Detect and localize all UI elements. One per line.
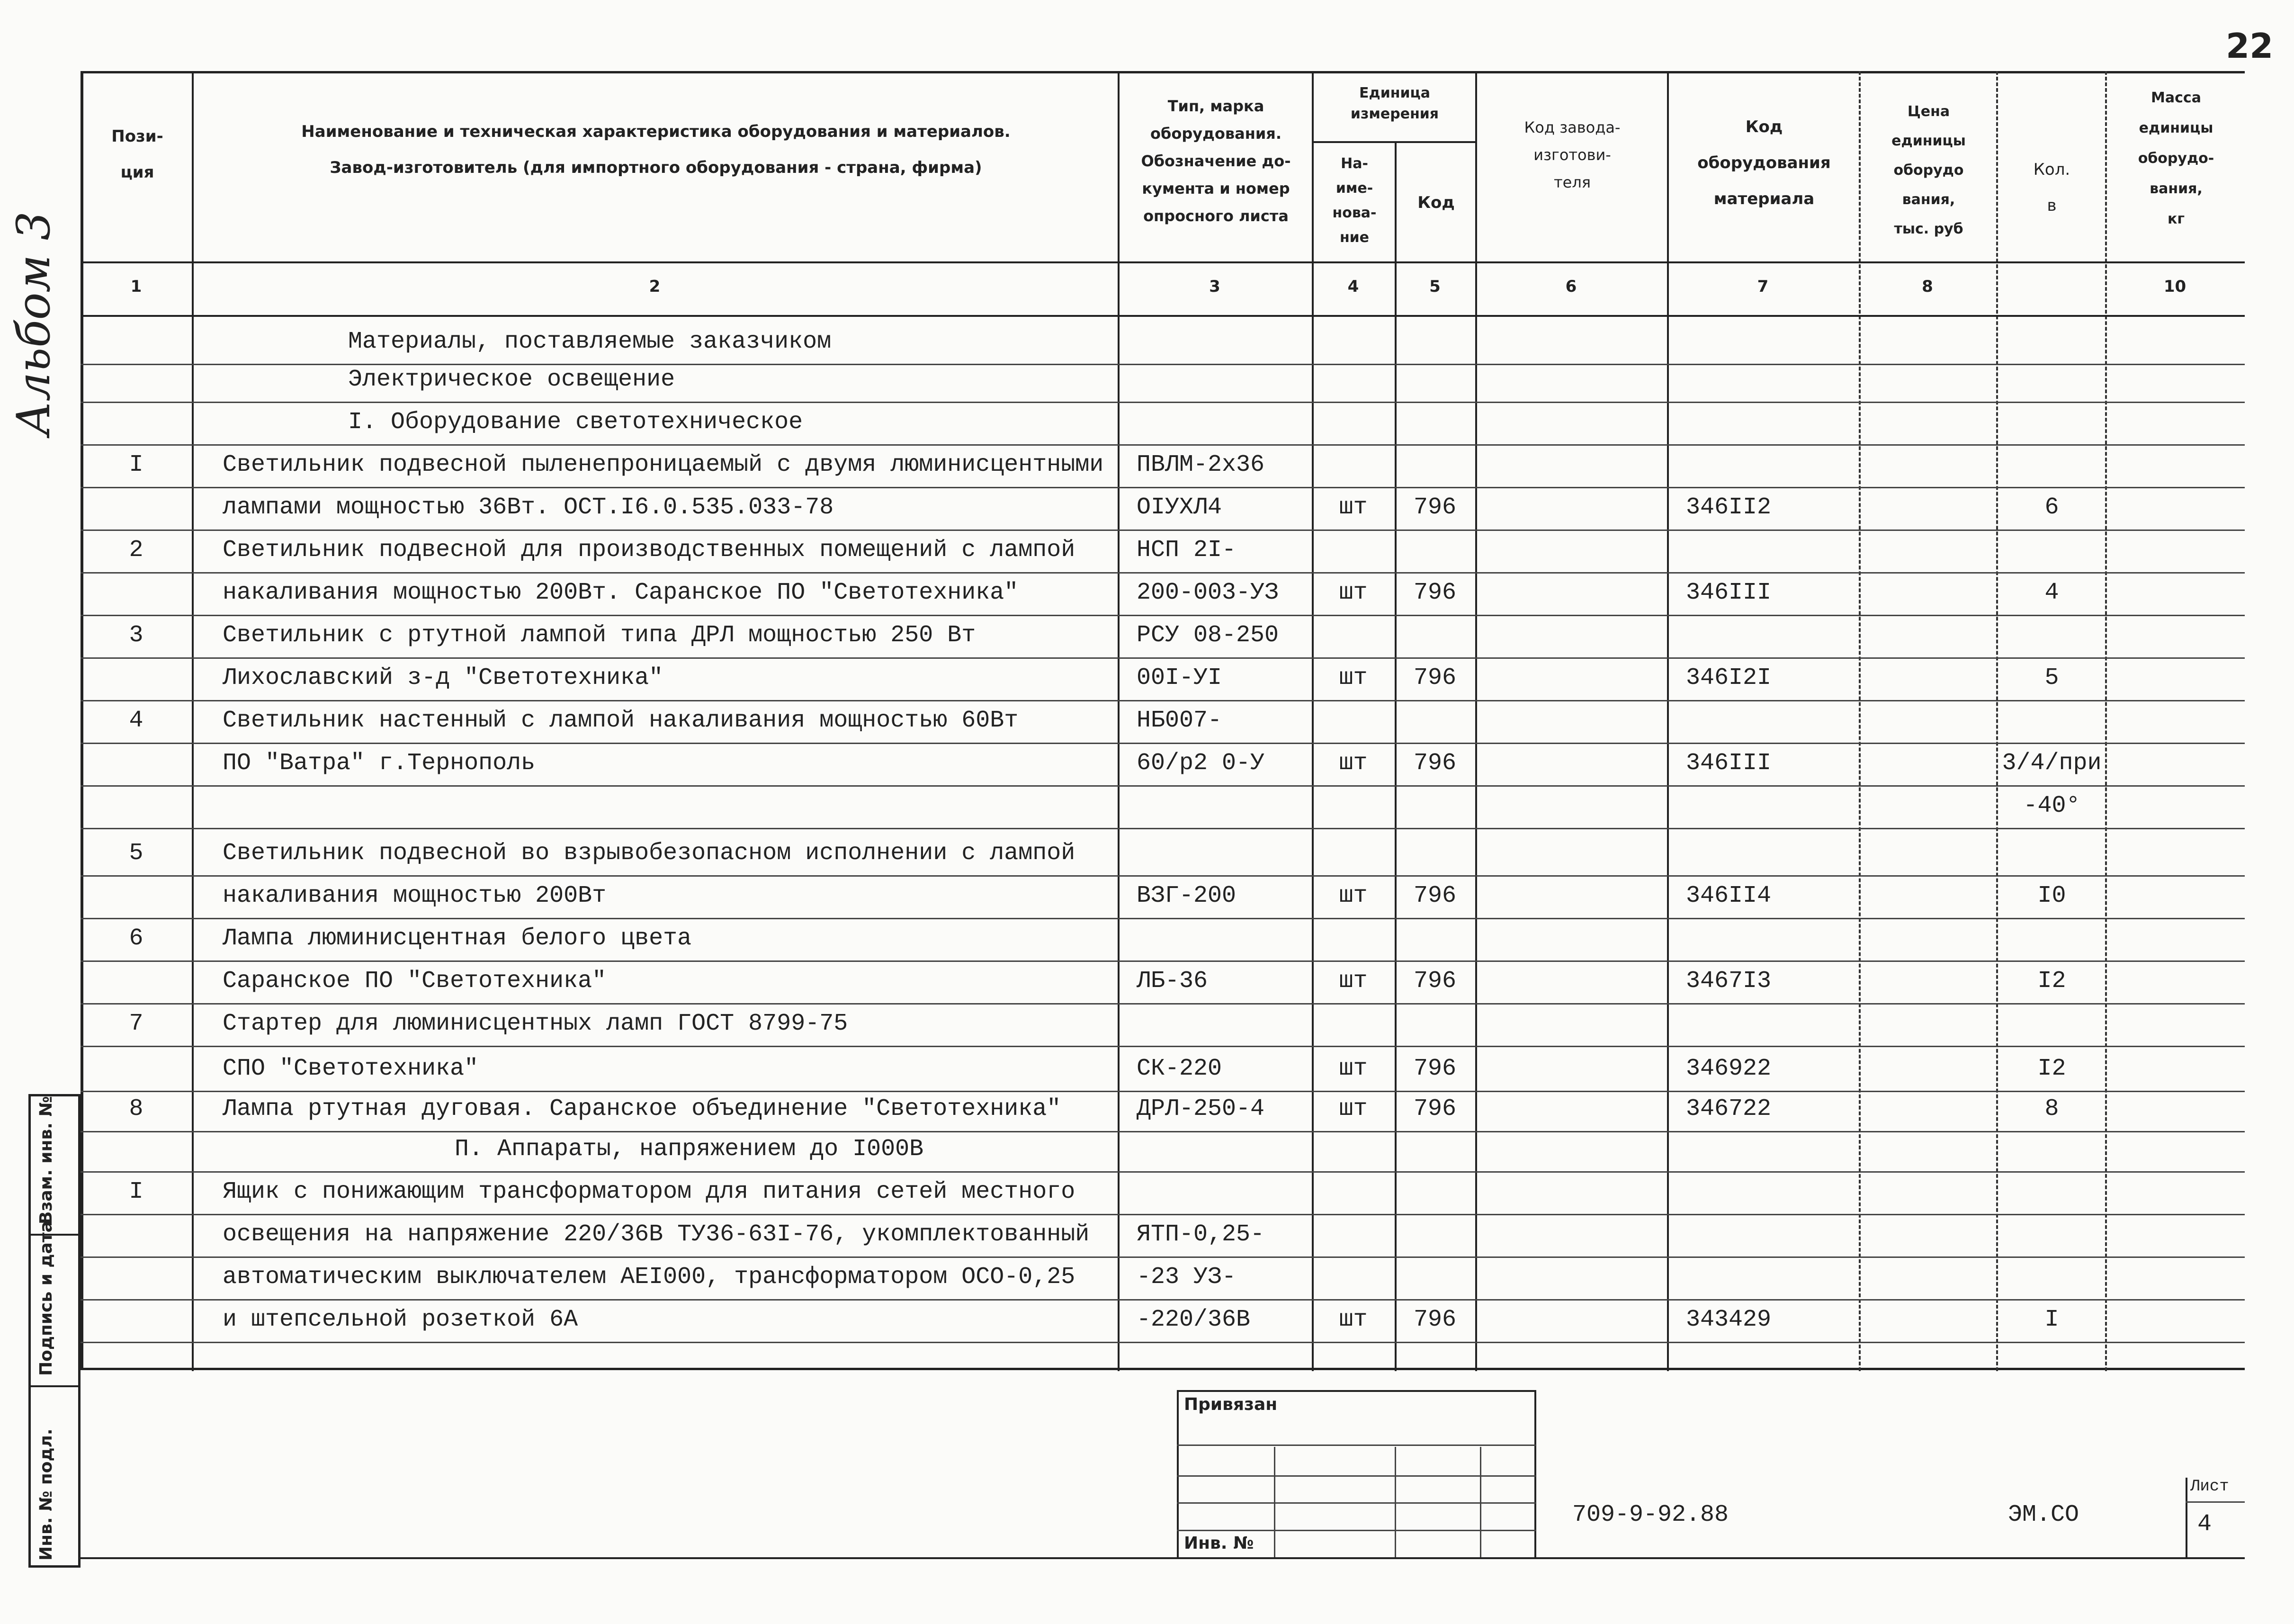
row-unit-code: 796 (1413, 494, 1456, 521)
row-position: 6 (129, 925, 143, 952)
bound-label: Привязан (1184, 1395, 1278, 1414)
frame-bottom-rule (81, 1368, 2245, 1370)
row-rule (81, 1299, 2245, 1301)
header-unit-name-line4: ние (1339, 229, 1370, 246)
side-stamp-strip (28, 1094, 81, 1568)
row-rule (81, 402, 2245, 403)
row-name: Лампа люминисцентная белого цвета (223, 925, 692, 952)
header-bottom-rule (81, 261, 2245, 263)
header-mass-line5: кг (2167, 211, 2185, 227)
row-rule (81, 529, 2245, 531)
row-quantity: 5 (2044, 664, 2059, 691)
stamp-rule-4 (1177, 1530, 1536, 1531)
column-number: 3 (1209, 277, 1220, 296)
header-price (1861, 97, 1996, 244)
row-rule (81, 1342, 2245, 1343)
column-number: 6 (1565, 277, 1577, 296)
row-type: ВЗГ-200 (1137, 882, 1237, 909)
row-name: накаливания мощностью 200Вт. Саранское ПО "Светотехника" (223, 579, 1019, 606)
row-unit: шт (1339, 882, 1368, 909)
row-type: ПВЛМ-2х36 (1137, 451, 1265, 478)
inv-orig-cell (31, 1385, 78, 1565)
header-unit-name-line1: На- (1341, 155, 1368, 172)
header-mass-line1: Масса (2151, 90, 2201, 106)
row-material-code: 346III (1686, 750, 1772, 777)
row-type: ЯТП-0,25- (1137, 1221, 1265, 1248)
header-type-line1: Тип, марка (1167, 97, 1264, 115)
row-name: Лампа ртутная дуговая. Саранское объединение "Светотехника" (223, 1095, 1061, 1122)
header-unit-group (1314, 83, 1475, 125)
header-price-line4: вания, (1902, 191, 1955, 208)
col-line-8 (1996, 71, 1998, 1371)
doc-code: 709-9-92.88 (1572, 1501, 1729, 1528)
header-qty-line1: Кол. (2033, 160, 2070, 179)
row-type: ДРЛ-250-4 (1137, 1095, 1265, 1122)
header-price-line1: Цена (1907, 103, 1950, 120)
row-name: ПО "Ватра" г.Тернополь (223, 750, 536, 777)
row-position: 3 (129, 622, 143, 649)
row-unit: шт (1339, 579, 1368, 606)
row-type: 200-003-УЗ (1137, 579, 1279, 606)
row-quantity: 4 (2044, 579, 2059, 606)
row-rule (81, 572, 2245, 574)
album-label: Альбом 3 (7, 211, 60, 436)
header-pos (83, 118, 192, 190)
row-position: I (129, 451, 143, 478)
column-number: 2 (649, 277, 661, 296)
row-type: 60/р2 0-У (1137, 750, 1265, 777)
row-unit-code: 796 (1413, 1095, 1456, 1122)
row-name: СПО "Светотехника" (223, 1055, 479, 1082)
sheet-number: 4 (2197, 1511, 2212, 1538)
col-line-1 (192, 71, 194, 1371)
page-bottom-rule (81, 1557, 2245, 1559)
row-name: Светильник настенный с лампой накаливания мощностью 60Вт (223, 707, 1019, 734)
header-unit-name-line2: име- (1335, 180, 1373, 197)
section-code: ЭМ.СО (2008, 1501, 2079, 1528)
row-type: НБ007- (1137, 707, 1222, 734)
row-name: Светильник подвесной во взрывобезопасном исполнении с лампой (223, 840, 1075, 867)
header-maker-code-line1: Код завода- (1524, 118, 1621, 136)
row-material-code: 346III (1686, 579, 1772, 606)
page-number: 22 (2226, 26, 2274, 66)
col-line-7 (1859, 71, 1861, 1371)
header-unit-group-line1: Единица (1359, 85, 1430, 101)
row-name: накаливания мощностью 200Вт (223, 882, 607, 909)
row-unit: шт (1339, 664, 1368, 691)
row-material-code: 346I2I (1686, 664, 1772, 691)
row-quantity: -40° (2023, 792, 2080, 819)
stamp-line-e (1534, 1390, 1536, 1558)
row-unit: шт (1339, 750, 1368, 777)
header-mass-line4: вания, (2150, 180, 2203, 197)
header-pos-line1: Пози- (111, 127, 163, 146)
row-position: 5 (129, 840, 143, 867)
row-unit: шт (1339, 1095, 1368, 1122)
header-type-line2: оборудования. (1150, 125, 1281, 143)
row-type: -23 УЗ- (1137, 1264, 1237, 1291)
row-type: НСП 2I- (1137, 537, 1237, 564)
column-number: 10 (2163, 277, 2186, 296)
row-rule (81, 1046, 2245, 1047)
stamp-rule-3 (1177, 1502, 1536, 1504)
replaced-inv-label: Взам. инв. № (36, 1096, 56, 1224)
row-unit: шт (1339, 1055, 1368, 1082)
header-maker-code (1478, 114, 1667, 196)
row-rule (81, 1131, 2245, 1132)
row-unit: шт (1339, 968, 1368, 995)
row-rule (81, 615, 2245, 616)
row-position: 7 (129, 1010, 143, 1037)
row-name: Светильник подвесной пыленепроницаемый с двумя люминисцентными (223, 451, 1104, 478)
sheet-rule (2186, 1501, 2245, 1503)
header-price-line2: единицы (1891, 133, 1966, 149)
col-line-2 (1118, 71, 1120, 1371)
row-rule (81, 828, 2245, 829)
header-material-code-line1: Код (1745, 117, 1783, 136)
col-line-6 (1667, 71, 1669, 1371)
header-type-line5: опросного листа (1143, 207, 1289, 225)
row-quantity: 3/4/при (2002, 750, 2102, 777)
colnum-bottom-rule (81, 315, 2245, 317)
header-mass-line3: оборудо- (2138, 150, 2214, 167)
header-maker-code-line3: теля (1553, 173, 1591, 191)
header-mass (2107, 83, 2245, 234)
row-rule (81, 444, 2245, 446)
row-position: 4 (129, 707, 143, 734)
row-rule (81, 785, 2245, 787)
row-name: Светильник с ртутной лампой типа ДРЛ мощностью 250 Вт (223, 622, 976, 649)
header-type-line4: кумента и номер (1142, 179, 1290, 197)
row-material-code: 346II2 (1686, 494, 1772, 521)
row-material-code: 346922 (1686, 1055, 1772, 1082)
row-material-code: 343429 (1686, 1306, 1772, 1333)
row-rule (81, 1214, 2245, 1215)
header-material-code (1669, 109, 1859, 217)
header-unit-name-line3: нова- (1332, 205, 1377, 221)
column-number: 4 (1347, 277, 1359, 296)
header-name-line1: Наименование и техническая характеристика оборудования и материалов. (301, 122, 1011, 141)
row-unit-code: 796 (1413, 579, 1456, 606)
row-rule (81, 743, 2245, 744)
row-quantity: I0 (2037, 882, 2066, 909)
row-type: ЛБ-36 (1137, 968, 1208, 995)
row-position: 8 (129, 1095, 143, 1122)
row-type: -220/36В (1137, 1306, 1251, 1333)
header-qty-line2: в (2047, 196, 2057, 215)
header-unit-name (1314, 152, 1395, 250)
row-position: 2 (129, 537, 143, 564)
stamp-top-rule (1177, 1390, 1536, 1392)
row-rule (81, 487, 2245, 488)
row-position: I (129, 1178, 143, 1205)
row-name: П. Аппараты, напряжением до I000В (455, 1136, 924, 1163)
row-rule (81, 1003, 2245, 1005)
header-maker-code-line2: изготови- (1533, 146, 1611, 164)
row-rule (81, 1256, 2245, 1258)
row-type: СК-220 (1137, 1055, 1222, 1082)
header-unit-group-line2: измерения (1350, 106, 1439, 122)
row-unit: шт (1339, 1306, 1368, 1333)
column-number: 8 (1922, 277, 1933, 296)
row-rule (81, 657, 2245, 659)
stamp-rule-1 (1177, 1445, 1536, 1446)
row-name: I. Оборудование светотехническое (348, 409, 803, 436)
header-price-line3: оборудо (1893, 162, 1964, 179)
row-material-code: 346II4 (1686, 882, 1772, 909)
col-line-3 (1312, 71, 1314, 1371)
replaced-inv-cell (31, 1096, 78, 1236)
inv-orig-label: Инв. № подл. (36, 1428, 56, 1561)
row-name: Саранское ПО "Светотехника" (223, 968, 607, 995)
row-rule (81, 960, 2245, 962)
column-number: 1 (130, 277, 142, 296)
column-number: 7 (1757, 277, 1769, 296)
row-rule (81, 1171, 2245, 1173)
row-material-code: 3467I3 (1686, 968, 1772, 995)
header-pos-line2: ция (120, 163, 154, 182)
header-name (194, 114, 1118, 186)
row-unit: шт (1339, 494, 1368, 521)
row-name: Ящик с понижающим трансформатором для питания сетей местного (223, 1178, 1075, 1205)
column-number: 5 (1429, 277, 1441, 296)
row-name: лампами мощностью 36Вт. ОСТ.I6.0.535.033-78 (223, 494, 834, 521)
sheet-label: Лист (2190, 1478, 2229, 1496)
row-rule (81, 875, 2245, 877)
row-type: OIУХЛ4 (1137, 494, 1222, 521)
row-quantity: 6 (2044, 494, 2059, 521)
row-unit-code: 796 (1413, 1055, 1456, 1082)
row-unit-code: 796 (1413, 968, 1456, 995)
sign-date-label: Подпись и дата (36, 1221, 56, 1376)
row-quantity: 8 (2044, 1095, 2059, 1122)
col-line-5 (1475, 71, 1477, 1371)
row-name: автоматическим выключателем АЕI000, трансформатором ОСО-0,25 (223, 1264, 1075, 1291)
sign-date-cell (31, 1221, 78, 1387)
stamp-rule-2 (1177, 1475, 1536, 1477)
header-price-line5: тыс. руб (1894, 221, 1963, 237)
header-mass-line2: единицы (2139, 120, 2213, 136)
row-name: освещения на напряжение 220/36В ТУ36-63I-76, укомплектованный (223, 1221, 1090, 1248)
row-name: Лихославский з-д "Светотехника" (223, 664, 663, 691)
row-rule (81, 364, 2245, 365)
row-quantity: I (2044, 1306, 2059, 1333)
row-material-code: 346722 (1686, 1095, 1772, 1122)
col-line-9 (2105, 71, 2107, 1371)
row-unit-code: 796 (1413, 750, 1456, 777)
header-name-line2: Завод-изготовитель (для импортного оборудования - страна, фирма) (330, 158, 982, 177)
row-quantity: I2 (2037, 968, 2066, 995)
row-name: и штепсельной розеткой 6А (223, 1306, 578, 1333)
stamp-line-f (2186, 1478, 2187, 1558)
row-rule (81, 700, 2245, 701)
header-type (1120, 92, 1312, 230)
row-unit-code: 796 (1413, 882, 1456, 909)
row-name: Материалы, поставляемые заказчиком (348, 328, 832, 355)
row-type: РСУ 08-250 (1137, 622, 1279, 649)
row-unit-code: 796 (1413, 664, 1456, 691)
row-type: 00I-УI (1137, 664, 1222, 691)
header-material-code-line2: оборудования (1697, 153, 1831, 172)
row-rule (81, 918, 2245, 919)
row-unit-code: 796 (1413, 1306, 1456, 1333)
row-quantity: I2 (2037, 1055, 2066, 1082)
header-unit-code: Код (1417, 193, 1455, 212)
header-type-line3: Обозначение до- (1141, 152, 1291, 170)
row-name: Стартер для люминисцентных ламп ГОСТ 8799-75 (223, 1010, 848, 1037)
header-material-code-line3: материала (1713, 189, 1815, 208)
inv-label: Инв. № (1184, 1534, 1254, 1553)
stamp-line-a (1177, 1390, 1179, 1558)
unit-group-rule (1312, 141, 1477, 143)
row-name: Электрическое освещение (348, 366, 675, 393)
header-qty (1998, 152, 2105, 224)
row-rule (81, 1091, 2245, 1092)
row-name: Светильник подвесной для производственных помещений с лампой (223, 537, 1075, 564)
